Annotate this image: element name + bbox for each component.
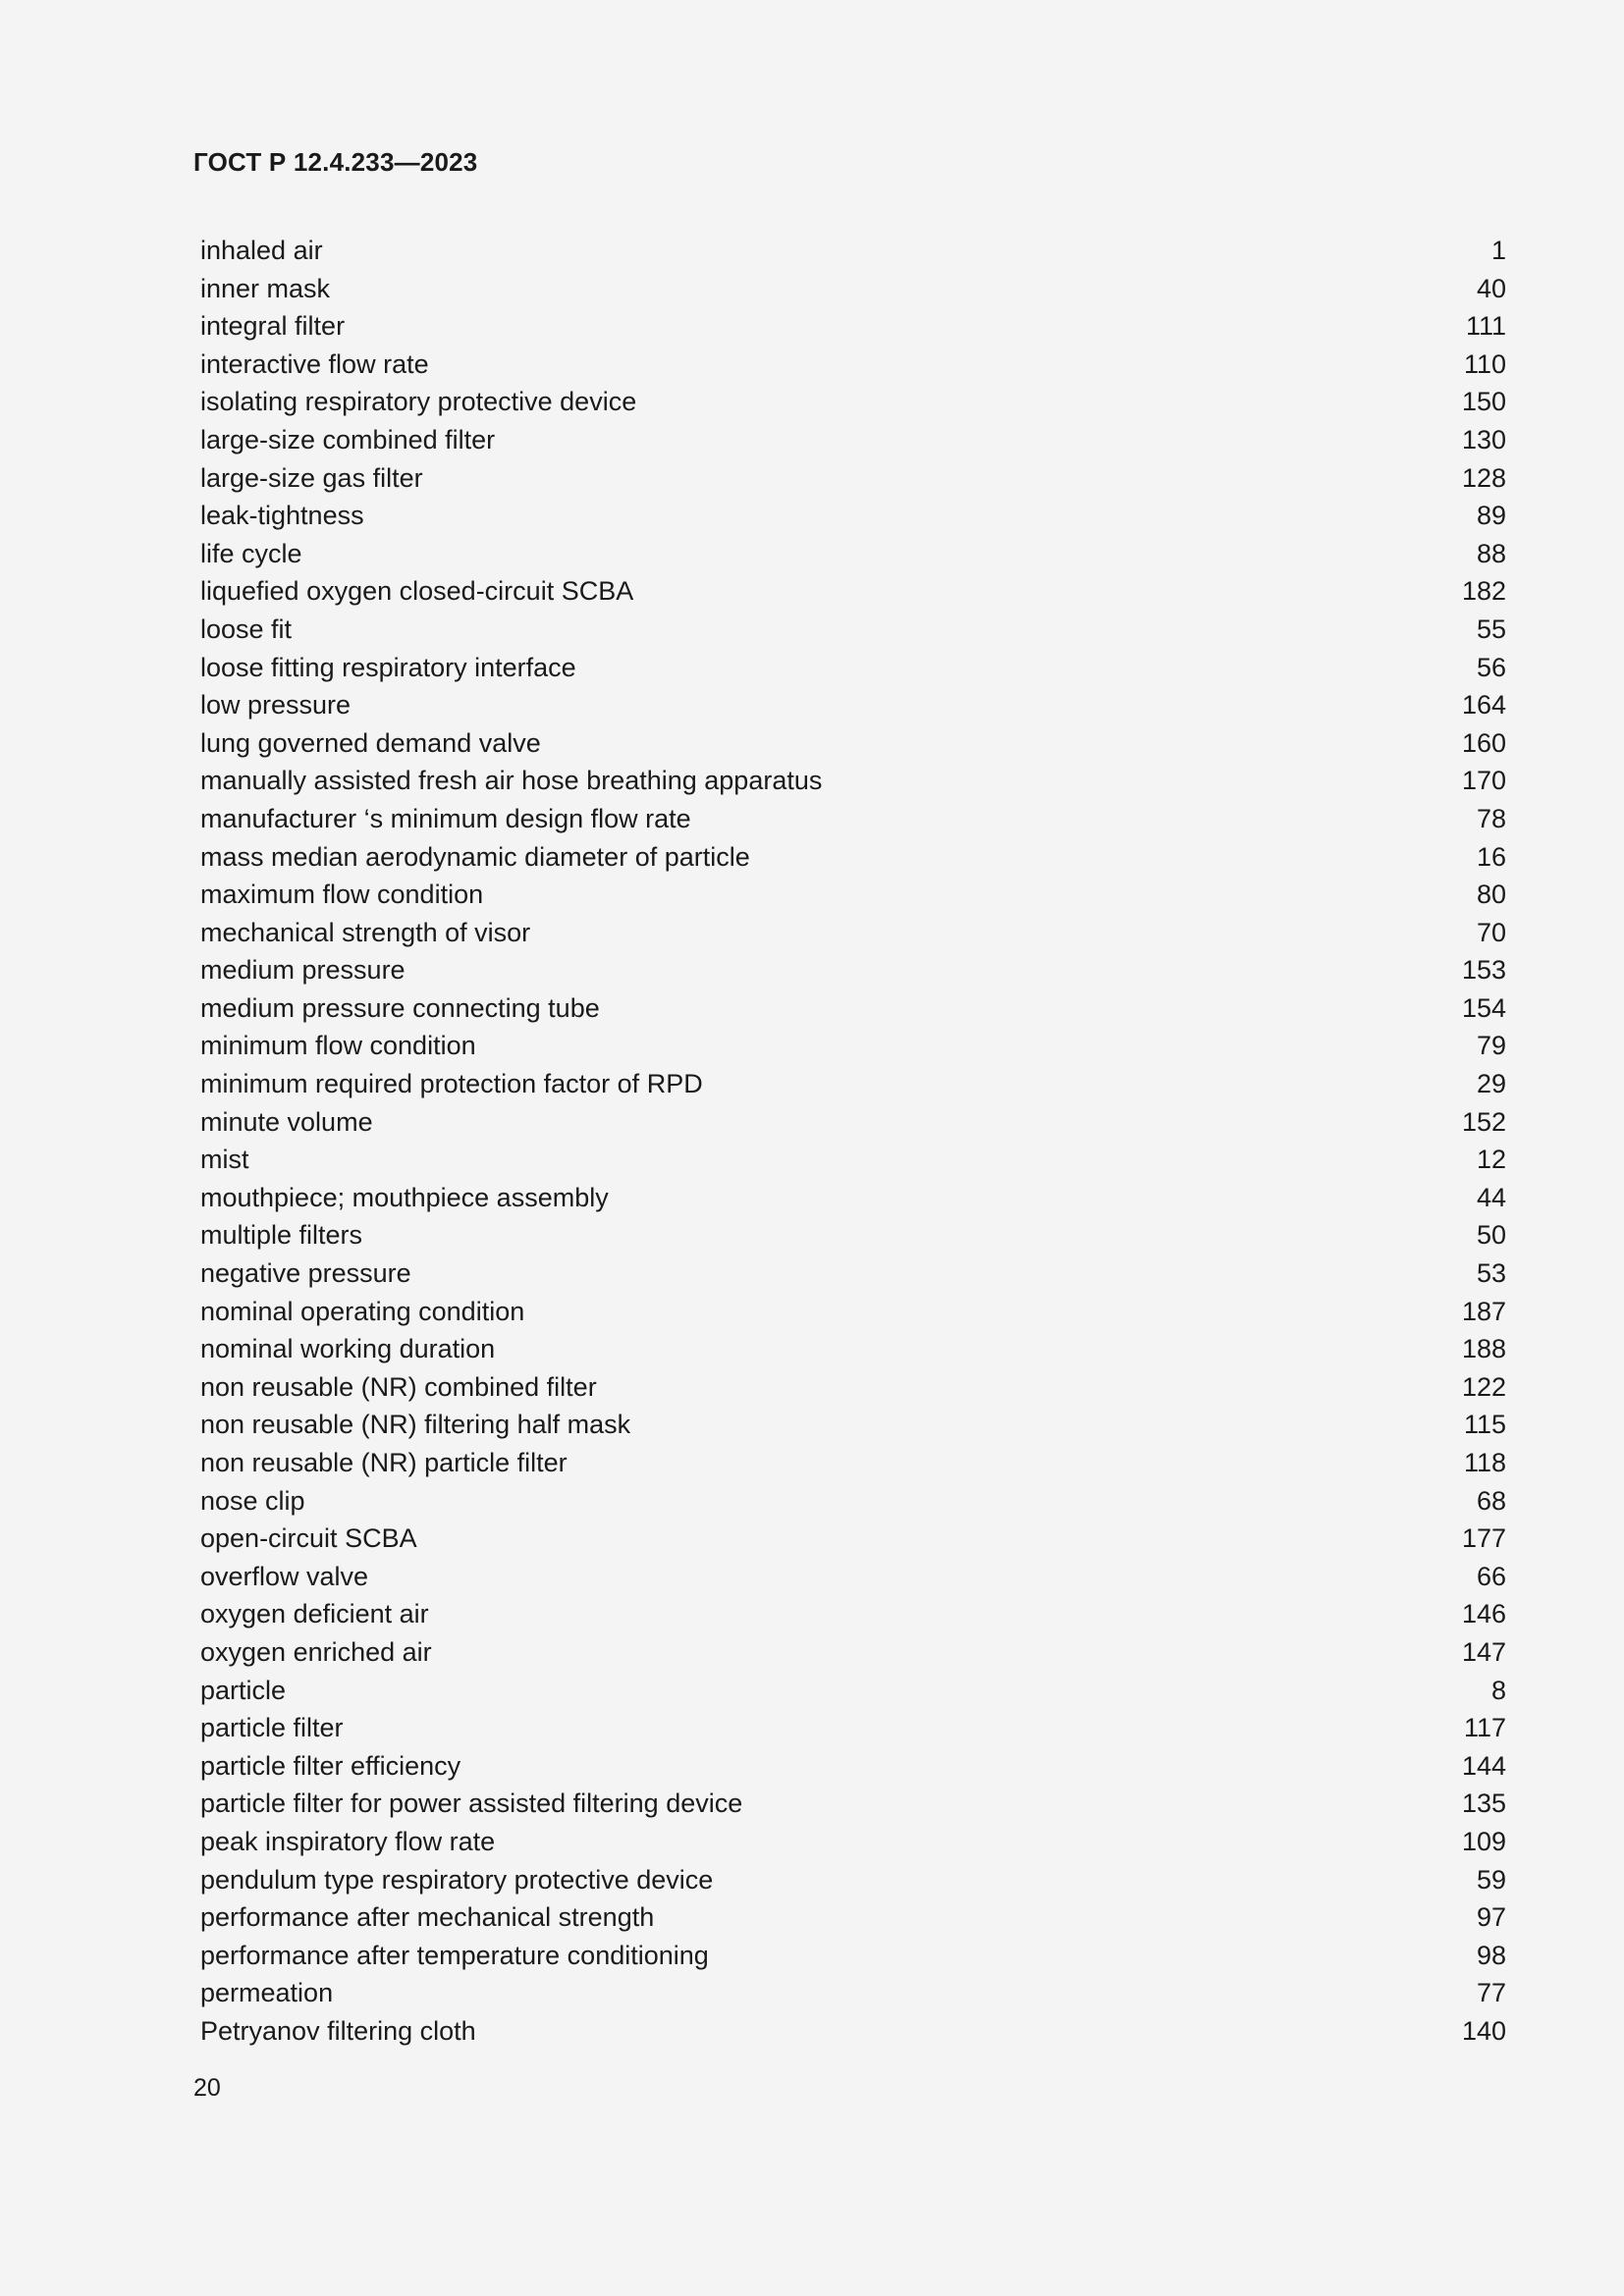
index-term-number: 152	[1461, 1106, 1506, 1137]
index-entry	[200, 1216, 1506, 1255]
index-term: multiple filters	[200, 1220, 363, 1251]
index-entry	[200, 1672, 1506, 1710]
index-entry	[200, 1709, 1506, 1747]
index-term-number: 154	[1461, 992, 1506, 1023]
index-term-number: 53	[1476, 1258, 1506, 1289]
index-term: isolating respiratory protective device	[200, 387, 637, 417]
index-term-number: 187	[1461, 1296, 1506, 1326]
index-term: inhaled air	[200, 236, 323, 265]
index-term-number: 89	[1476, 501, 1506, 531]
index-entry	[200, 1141, 1506, 1179]
index-term: manufacturer ‘s minimum design flow rate	[200, 803, 691, 833]
index-entry	[200, 307, 1506, 346]
index-entry	[200, 1633, 1506, 1672]
index-entry	[200, 346, 1506, 384]
index-term-number: 117	[1463, 1713, 1506, 1743]
index-term: medium pressure connecting tube	[200, 992, 600, 1023]
index-entry	[200, 383, 1506, 421]
index-entry	[200, 1974, 1506, 2012]
index-term: peak inspiratory flow rate	[200, 1826, 496, 1856]
index-term-number: 1	[1490, 236, 1506, 265]
index-entry	[200, 270, 1506, 308]
index-term: non reusable (NR) combined filter	[200, 1371, 597, 1402]
index-entry	[200, 1406, 1506, 1444]
index-entry	[200, 876, 1506, 914]
index-term-number: 50	[1476, 1220, 1506, 1251]
index-term-number: 188	[1461, 1334, 1506, 1364]
index-term-number: 55	[1476, 614, 1506, 644]
index-term-number: 130	[1461, 424, 1506, 454]
index-term-number: 147	[1461, 1636, 1506, 1667]
index-entry	[200, 762, 1506, 800]
index-entry	[200, 1065, 1506, 1103]
index-term: non reusable (NR) filtering half mask	[200, 1410, 631, 1440]
index-entry	[200, 1558, 1506, 1596]
index-term-number: 44	[1476, 1182, 1506, 1212]
index-entry	[200, 535, 1506, 573]
index-term: mouthpiece; mouthpiece assembly	[200, 1182, 609, 1212]
index-entry	[200, 1595, 1506, 1633]
index-term: nominal working duration	[200, 1334, 496, 1364]
index-entry	[200, 1444, 1506, 1482]
index-term: mist	[200, 1145, 249, 1175]
index-entry	[200, 989, 1506, 1028]
index-entry	[200, 800, 1506, 838]
index-term: leak-tightness	[200, 501, 364, 531]
index-entry	[200, 649, 1506, 687]
index-entry	[200, 838, 1506, 877]
index-term: nominal operating condition	[200, 1296, 525, 1326]
index-term: oxygen enriched air	[200, 1636, 432, 1667]
index-term: overflow valve	[200, 1561, 369, 1591]
index-term-number: 109	[1461, 1826, 1506, 1856]
index-term-number: 118	[1463, 1448, 1506, 1477]
index-term: performance after mechanical strength	[200, 1902, 655, 1933]
index-term: pendulum type respiratory protective device	[200, 1864, 714, 1895]
index-term: interactive flow rate	[200, 348, 429, 379]
index-term-number: 170	[1461, 766, 1506, 796]
index-entry	[200, 686, 1506, 724]
index-term-number: 70	[1476, 917, 1506, 947]
index-term-number: 98	[1476, 1940, 1506, 1970]
index-entry	[200, 497, 1506, 535]
index-entry	[200, 232, 1506, 270]
index-entry	[200, 1898, 1506, 1937]
index-term-number: 66	[1476, 1561, 1506, 1591]
index-term-number: 111	[1465, 311, 1506, 342]
index-entry	[200, 1255, 1506, 1293]
index-term: nose clip	[200, 1485, 305, 1516]
index-term-number: 182	[1461, 576, 1506, 607]
index-term: low pressure	[200, 690, 352, 721]
index-term: life cycle	[200, 538, 302, 568]
index-entry	[200, 1747, 1506, 1786]
index-term: minimum required protection factor of RPD	[200, 1069, 703, 1099]
index-entry	[200, 1823, 1506, 1861]
index-entry	[200, 572, 1506, 611]
index-term-number: 150	[1461, 387, 1506, 417]
index-term: particle	[200, 1675, 287, 1705]
index-entry	[200, 421, 1506, 459]
index-term-number: 12	[1476, 1145, 1506, 1175]
index-term-number: 146	[1461, 1599, 1506, 1629]
index-term: liquefied oxygen closed-circuit SCBA	[200, 576, 634, 607]
index-entry	[200, 724, 1506, 763]
index-term: mass median aerodynamic diameter of particle	[200, 841, 750, 872]
index-entry	[200, 1103, 1506, 1142]
index-term: permeation	[200, 1978, 334, 2008]
index-entry	[200, 611, 1506, 649]
index-term: medium pressure	[200, 955, 406, 986]
index-term: inner mask	[200, 273, 331, 303]
index-term-number: 122	[1461, 1371, 1506, 1402]
index-entry	[200, 1179, 1506, 1217]
index-term: performance after temperature conditioning	[200, 1940, 709, 1970]
index-term-number: 56	[1476, 652, 1506, 682]
index-term: open-circuit SCBA	[200, 1523, 417, 1554]
index-term-number: 68	[1476, 1485, 1506, 1516]
index-term: particle filter	[200, 1713, 344, 1743]
index-term: integral filter	[200, 311, 346, 342]
index-term-number: 160	[1461, 727, 1506, 758]
index-entry	[200, 1368, 1506, 1407]
index-term-number: 16	[1476, 841, 1506, 872]
index-term-number: 59	[1476, 1864, 1506, 1895]
index-entry	[200, 1293, 1506, 1331]
index-term-number: 80	[1476, 880, 1506, 910]
index-term-number: 135	[1461, 1789, 1506, 1819]
alphabetical-index-list	[200, 232, 1506, 2051]
index-entry	[200, 459, 1506, 498]
index-entry	[200, 1330, 1506, 1368]
index-term: non reusable (NR) particle filter	[200, 1448, 568, 1477]
index-term: large-size combined filter	[200, 424, 496, 454]
index-entry	[200, 1937, 1506, 1975]
index-term-number: 177	[1461, 1523, 1506, 1554]
index-term-number: 164	[1461, 690, 1506, 721]
index-entry	[200, 1520, 1506, 1558]
index-term-number: 128	[1461, 462, 1506, 493]
index-term: large-size gas filter	[200, 462, 423, 493]
index-entry	[200, 1027, 1506, 1065]
index-entry	[200, 1482, 1506, 1521]
index-term-number: 40	[1476, 273, 1506, 303]
index-term-number: 144	[1461, 1750, 1506, 1781]
index-term-number: 77	[1476, 1978, 1506, 2008]
document-header: ГОСТ Р 12.4.233—2023	[193, 147, 478, 177]
index-term: loose fitting respiratory interface	[200, 652, 576, 682]
index-term: Petryanov filtering cloth	[200, 2015, 476, 2046]
index-term-number: 115	[1463, 1410, 1506, 1440]
index-term: minimum flow condition	[200, 1031, 476, 1061]
index-term-number: 88	[1476, 538, 1506, 568]
index-entry	[200, 951, 1506, 989]
index-term: mechanical strength of visor	[200, 917, 531, 947]
index-term: oxygen deficient air	[200, 1599, 429, 1629]
index-entry	[200, 2012, 1506, 2051]
index-entry	[200, 914, 1506, 952]
index-entry	[200, 1861, 1506, 1899]
page-number: 20	[193, 2074, 221, 2102]
index-term-number: 153	[1461, 955, 1506, 986]
index-term-number: 97	[1476, 1902, 1506, 1933]
index-term-number: 8	[1490, 1675, 1506, 1705]
index-term-number: 140	[1461, 2015, 1506, 2046]
index-term: manually assisted fresh air hose breathing apparatus	[200, 766, 823, 796]
index-term-number: 78	[1476, 803, 1506, 833]
index-term: minute volume	[200, 1106, 373, 1137]
index-term-number: 110	[1463, 348, 1506, 379]
index-term-number: 79	[1476, 1031, 1506, 1061]
index-term: maximum flow condition	[200, 880, 484, 910]
index-term-number: 29	[1476, 1069, 1506, 1099]
index-term: loose fit	[200, 614, 293, 644]
index-term: negative pressure	[200, 1258, 411, 1289]
index-term: particle filter for power assisted filtering device	[200, 1789, 743, 1819]
index-term: particle filter efficiency	[200, 1750, 461, 1781]
index-entry	[200, 1785, 1506, 1823]
index-term: lung governed demand valve	[200, 727, 541, 758]
